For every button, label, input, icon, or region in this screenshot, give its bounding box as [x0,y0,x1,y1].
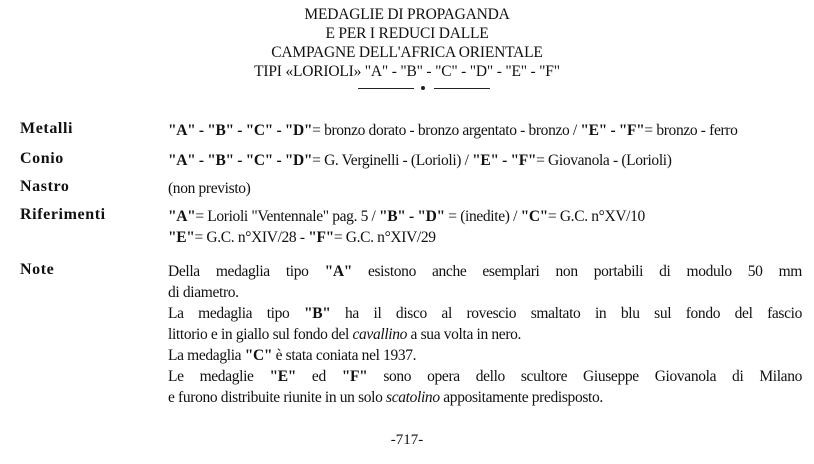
text-segment: appositamente predisposto. [439,389,603,406]
text-segment: "E" - "F" [472,152,537,169]
text-line [168,303,802,324]
text-segment: ha il disco al rovescio smaltato in blu sul fondo del fascio [330,305,802,322]
title-line: E PER I REDUCI DALLE [325,25,489,42]
text-segment: cavallino [352,326,408,343]
field-label: Conio [20,150,64,167]
text-segment: "A" - "B" - "C" - "D" [168,122,313,139]
title-line: TIPI «LORIOLI» "A" - "B" - "C" - "D" - "E" - "F" [254,63,560,80]
text-segment: "E" [269,368,296,385]
text-line [168,282,802,303]
text-segment: Della medaglia tipo [168,263,325,280]
text-segment: a sua volta in nero. [407,326,522,343]
text-segment: scatolino [386,389,440,406]
text-segment: "A" [168,208,196,225]
text-line [168,261,802,282]
text-line [168,227,802,248]
text-segment: = Giovanola - (Lorioli) [536,152,672,169]
text-segment: "A" [324,263,352,280]
title-line: CAMPAGNE DELL'AFRICA ORIENTALE [271,44,543,61]
text-segment: di diametro. [168,284,239,301]
text-segment: ed [296,368,342,385]
text-segment: littorio e in giallo sul fondo del [168,326,353,343]
text-line [168,324,802,345]
text-segment: "A" - "B" - "C" - "D" [168,152,313,169]
text-line [168,387,802,408]
text-segment: La medaglia [168,347,245,364]
text-segment: "F" [308,229,334,246]
field-label: Metalli [20,120,74,137]
page-number: -717- [390,432,424,448]
field-label: Riferimenti [20,206,106,223]
text-segment: "F" [341,368,368,385]
title-separator [358,86,490,92]
text-segment: "E" - "F" [580,122,645,139]
text-line [168,150,802,171]
text-segment: = G.C. n°XIV/28 - [194,229,309,246]
field-label: Nastro [20,178,70,195]
text-segment: = bronzo dorato - bronzo argentato - bronzo / [312,122,581,139]
text-line [168,345,802,366]
text-line [168,206,802,227]
text-segment: è stata coniata nel 1937. [272,347,417,364]
text-segment: = bronzo - ferro [644,122,738,139]
field-value [168,150,802,171]
text-segment: "B" [303,305,331,322]
text-segment: La medaglia tipo [168,305,304,322]
text-segment: e furono distribuite riunite in un solo [168,389,387,406]
text-segment: "E" [168,229,195,246]
text-line [168,178,802,199]
field-value [168,261,802,408]
text-segment: "C" [520,208,548,225]
text-segment: "B" - "D" [379,208,445,225]
text-segment: "C" [244,347,273,364]
text-line [168,366,802,387]
title-line: MEDAGLIE DI PROPAGANDA [304,6,510,23]
text-segment: = G. Verginelli - (Lorioli) / [312,152,473,169]
field-value [168,178,802,199]
text-segment: = G.C. n°XV/10 [547,208,645,225]
field-label: Note [20,261,55,278]
text-segment: Le medaglie [168,368,270,385]
text-segment: sono opera dello scultore Giuseppe Giovanola di Milano [367,368,802,385]
text-segment: = G.C. n°XIV/29 [333,229,436,246]
text-line [168,120,802,141]
text-segment: = Lorioli "Ventennale" pag. 5 / [195,208,380,225]
document-title [0,5,814,81]
text-segment: = (inedite) / [444,208,521,225]
text-segment: esistono anche esemplari non portabili di modulo 50 mm [351,263,802,280]
field-value [168,206,802,248]
field-value [168,120,802,141]
text-segment: (non previsto) [168,180,251,197]
